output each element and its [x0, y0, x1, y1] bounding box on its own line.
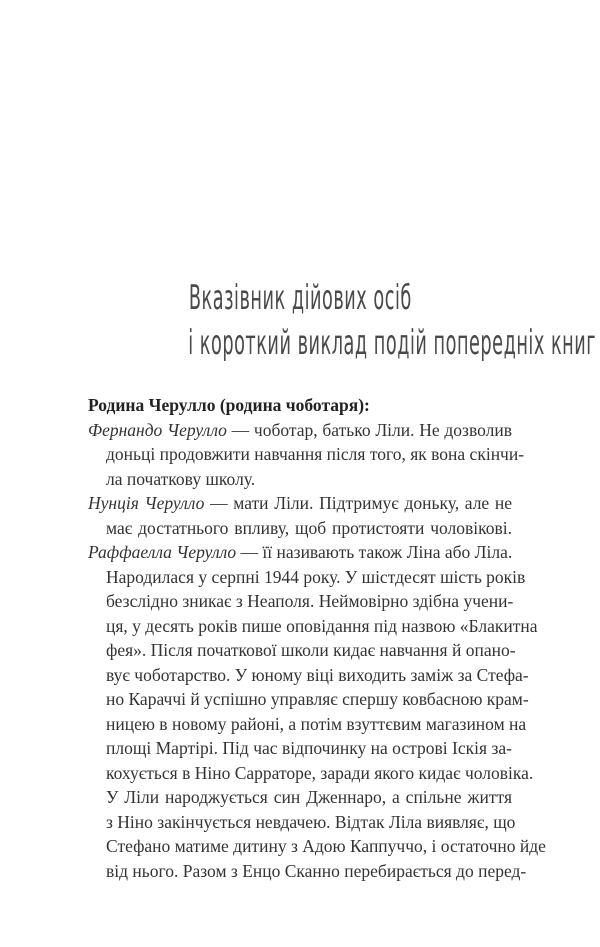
section-heading: Родина Черулло (родина чоботаря): — [88, 395, 370, 415]
entry-line: з Ніно закінчується невдачею. Відтак Ліла виявляє, що — [106, 811, 516, 832]
entry-line: доньці продовжити навчання після того, як вона скінчи- — [106, 444, 525, 464]
entry-line: но Караччі й успішно управляє спершу ковбасною крам- — [106, 689, 529, 709]
entry-line: вує чоботарство. У юному віці виходить заміж за Стефа- — [106, 664, 529, 685]
entry-line: фея». Після початкової школи кидає навчання й опано- — [106, 640, 516, 660]
body-text — [88, 393, 546, 883]
entry-line: площі Мартірі. Під час відпочинку на острові Іскія за- — [106, 738, 512, 758]
character-name: Раффаелла Черулло — [88, 542, 237, 562]
page-title-line-2 — [0, 323, 600, 363]
entry-line — [88, 418, 512, 443]
entry-line: безслідно зникає з Неаполя. Неймовірно здібна учени- — [106, 591, 514, 611]
entry-line: У Ліли народжується син Дженнаро, а спільне життя — [106, 787, 512, 807]
entry-line: Стефано матиме дитину з Адою Каппуччо, і остаточно йде — [106, 836, 546, 856]
character-name: Нунція Черулло — [88, 493, 205, 513]
entry-text: — її називають також Ліна або Ліла. — [236, 542, 513, 562]
title-text: Вказівник дійових осіб — [188, 278, 412, 318]
entry-line: Народилася у серпні 1944 року. У шістдесят шість років — [106, 566, 526, 587]
entry-line: від нього. Разом з Енцо Сканно перебирається до перед- — [106, 860, 527, 881]
character-name: Фернандо Черулло — [88, 419, 227, 440]
entry-text: — чоботар, батько Ліли. Не дозволив — [226, 419, 512, 440]
entry-line — [88, 540, 512, 565]
entry-line: ницею в новому районі, а потім взуттєвим магазином на — [106, 713, 527, 734]
title-text: і короткий виклад подій попередніх книг — [188, 323, 597, 363]
entry-text: — мати Ліли. Підтримує доньку, але не — [204, 493, 513, 513]
entry-line — [88, 491, 512, 516]
entry-line: ла початкову школу. — [106, 468, 256, 489]
entry-line: кохується в Ніно Сарраторе, заради якого кидає чоловіка. — [106, 762, 534, 783]
page-title-line-1 — [0, 278, 600, 318]
entry-line: має достатнього впливу, щоб протистояти чоловікові. — [106, 517, 512, 538]
entry-line: ця, у десять років пише оповідання під назвою «Блакитна — [106, 615, 538, 636]
